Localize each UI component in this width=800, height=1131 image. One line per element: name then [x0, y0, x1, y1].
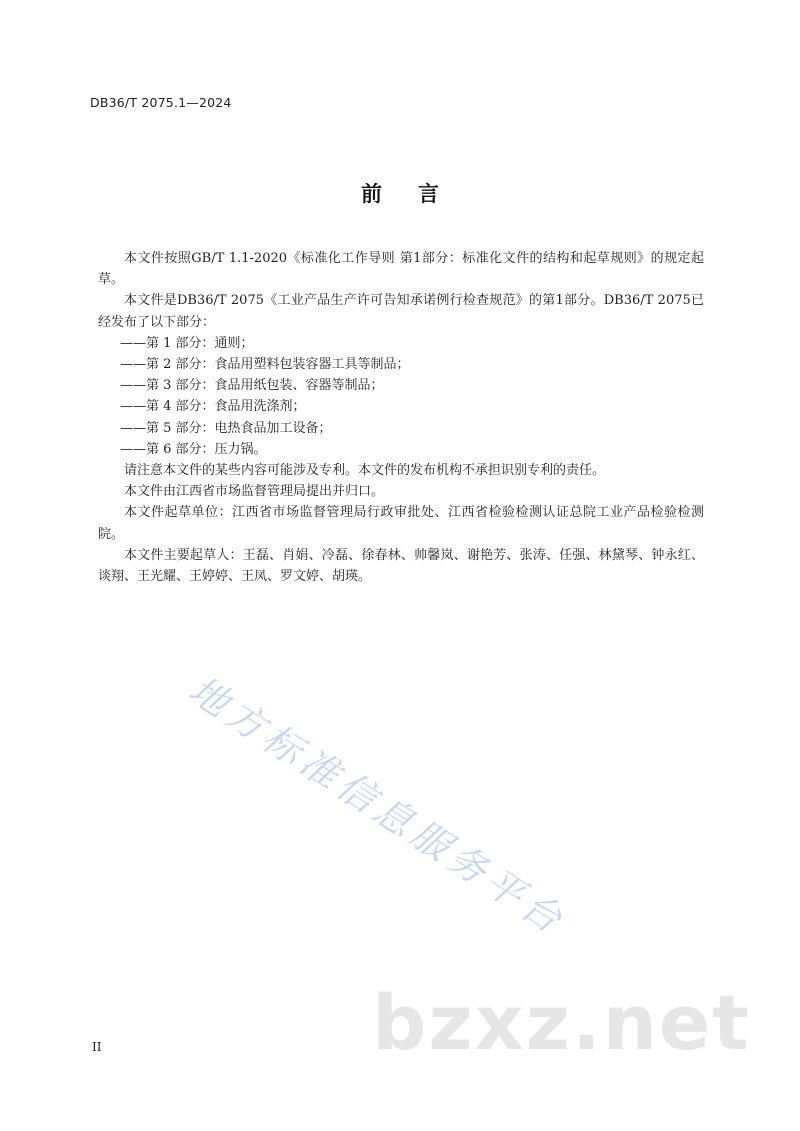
list-item: ——第 3 部分：食品用纸包装、容器等制品； — [120, 378, 384, 394]
foreword-body — [98, 248, 704, 587]
page-number: II — [92, 1040, 102, 1054]
paragraph-drafting-rules: 本文件按照GB/T 1.1-2020《标准化工作导则 第1部分：标准化文件的结构和起草规则》的规定起草。 — [98, 251, 704, 288]
list-item: ——第 6 部分：压力锅。 — [120, 441, 267, 457]
list-item: ——第 4 部分：食品用洗涤剂； — [120, 399, 306, 415]
list-item: ——第 2 部分：食品用塑料包装容器工具等制品； — [120, 357, 410, 373]
paragraph-patent-notice: 请注意本文件的某些内容可能涉及专利。本文件的发布机构不承担识别专利的责任。 — [124, 463, 606, 479]
page-title: 前言 — [361, 182, 475, 206]
paragraph-drafting-units: 本文件起草单位：江西省市场监督管理局行政审批处、江西省检验检测认证总院工业产品检验检测院。 — [98, 505, 704, 542]
document-code: DB36/T 2075.1—2024 — [90, 95, 232, 110]
watermark-site: bzxz.net — [372, 978, 751, 1067]
list-item: ——第 5 部分：电热食品加工设备； — [120, 420, 332, 436]
paragraph-series-intro: 本文件是DB36/T 2075《工业产品生产许可告知承诺例行检查规范》的第1部分。DB36/T 2075已经发布了以下部分： — [98, 293, 704, 330]
watermark-platform-name: 地方标准信息服务平台 — [181, 667, 575, 945]
paragraph-proposer: 本文件由江西省市场监督管理局提出并归口。 — [124, 484, 385, 500]
list-item: ——第 1 部分：通则； — [120, 335, 254, 351]
paragraph-drafters: 本文件主要起草人：王磊、肖娟、冷磊、徐春林、帅馨岚、谢艳芳、张涛、任强、林黛琴、钟永红、谈翔、王光耀、王婷婷、王凤、罗文婷、胡瑛。 — [98, 547, 704, 585]
